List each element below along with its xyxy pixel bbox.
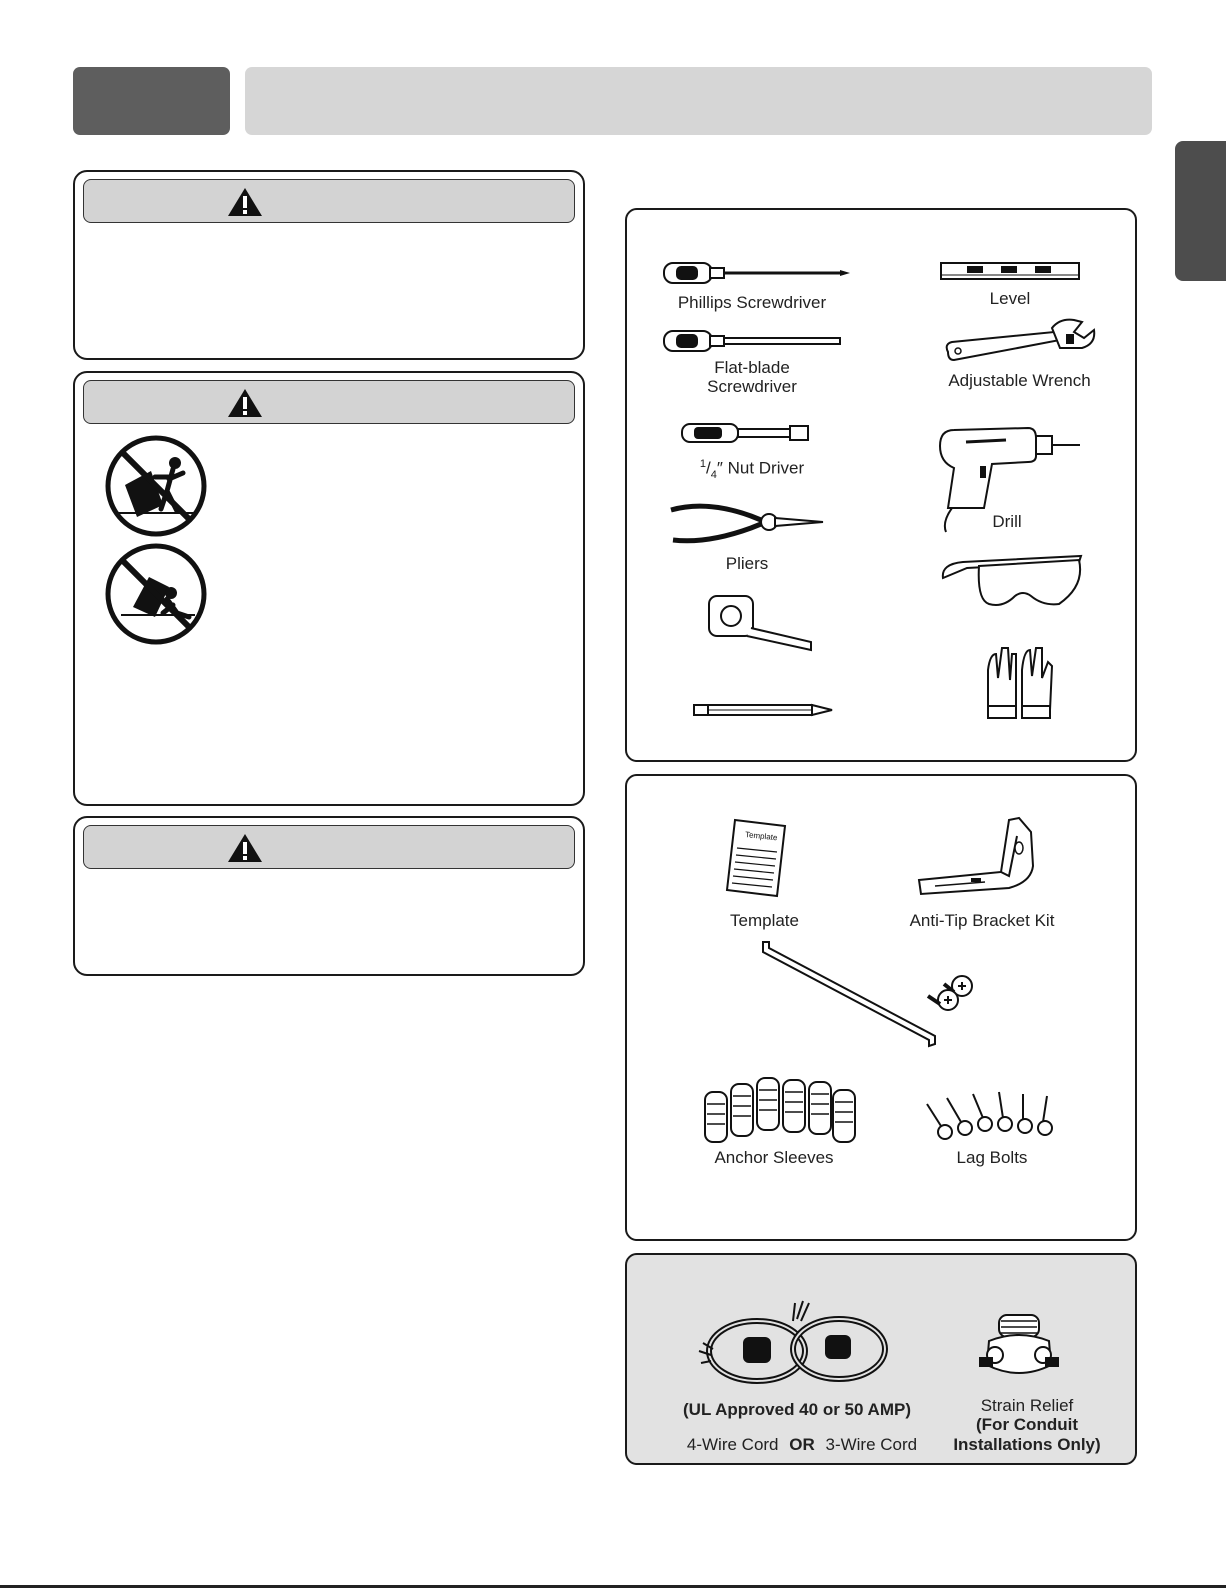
work-gloves-icon <box>982 640 1056 722</box>
section-title-bar <box>245 67 1152 135</box>
lag-bolts-icon <box>923 1090 1059 1142</box>
language-side-tab <box>1175 141 1226 281</box>
adjustable-wrench-label: Adjustable Wrench <box>948 371 1091 390</box>
warning-box-2 <box>73 371 585 806</box>
phillips-screwdriver-label: Phillips Screwdriver <box>677 293 827 312</box>
anti-tip-rail-icon <box>759 940 944 1050</box>
warning-header-bar <box>83 179 575 223</box>
parts-supplied-panel <box>625 774 1137 1241</box>
nut-driver-fraction-denominator: 4 <box>710 469 717 482</box>
strain-relief-label: Strain Relief <box>980 1396 1074 1415</box>
flat-blade-label-line2: Screwdriver <box>707 377 797 396</box>
nut-driver-fraction-numerator: 1 <box>699 458 706 470</box>
adjustable-wrench-icon <box>942 318 1098 368</box>
power-cord-icon <box>697 1299 897 1391</box>
template-sheet-icon <box>725 818 787 898</box>
warning-triangle-icon <box>226 832 264 864</box>
flat-blade-screwdriver-icon <box>662 328 847 354</box>
pliers-label: Pliers <box>725 554 769 573</box>
drill-label: Drill <box>992 512 1022 531</box>
anti-tip-bracket-icon <box>915 816 1055 898</box>
lag-bolts-label: Lag Bolts <box>956 1148 1028 1167</box>
ul-approved-label: (UL Approved 40 or 50 AMP) <box>683 1400 911 1419</box>
warning-box-3 <box>73 816 585 976</box>
template-sheet-text: Template <box>744 829 778 843</box>
or-label: OR <box>789 1435 815 1454</box>
cord-type-label <box>657 1435 947 1455</box>
nut-driver-label: $^1/_4''$ Nut Driver <box>699 458 805 482</box>
strain-relief-icon <box>975 1311 1063 1391</box>
four-wire-cord-label: 4-Wire Cord <box>686 1435 779 1454</box>
anti-tip-bracket-label: Anti-Tip Bracket Kit <box>909 911 1055 930</box>
nut-driver-icon <box>680 420 812 446</box>
section-number-block <box>73 67 230 135</box>
screws-icon <box>924 974 976 1012</box>
level-icon <box>939 260 1081 282</box>
phillips-screwdriver-icon <box>662 260 852 286</box>
no-climbing-on-door-icon <box>103 541 209 647</box>
conduit-note-line1: (For Conduit <box>976 1415 1078 1434</box>
tools-needed-panel <box>625 208 1137 762</box>
pencil-icon <box>692 702 834 718</box>
flat-blade-label-line1: Flat-blade <box>714 358 790 377</box>
warning-box-1 <box>73 170 585 360</box>
pliers-icon <box>667 496 827 552</box>
no-standing-on-appliance-icon <box>103 433 209 539</box>
anchor-sleeves-icon <box>701 1076 859 1148</box>
anchor-sleeves-label: Anchor Sleeves <box>714 1148 834 1167</box>
nut-driver-label-text: ″ Nut Driver <box>716 458 805 478</box>
warning-triangle-icon <box>226 186 264 218</box>
safety-glasses-icon <box>939 550 1087 612</box>
tape-measure-icon <box>707 594 819 652</box>
conduit-note-line2: Installations Only) <box>953 1435 1101 1454</box>
template-label: Template <box>730 911 799 930</box>
electrical-parts-panel <box>625 1253 1137 1465</box>
three-wire-cord-label: 3-Wire Cord <box>825 1435 918 1454</box>
level-label: Level <box>989 289 1031 308</box>
warning-triangle-icon <box>226 387 264 419</box>
warning-header-bar <box>83 825 575 869</box>
warning-header-bar <box>83 380 575 424</box>
